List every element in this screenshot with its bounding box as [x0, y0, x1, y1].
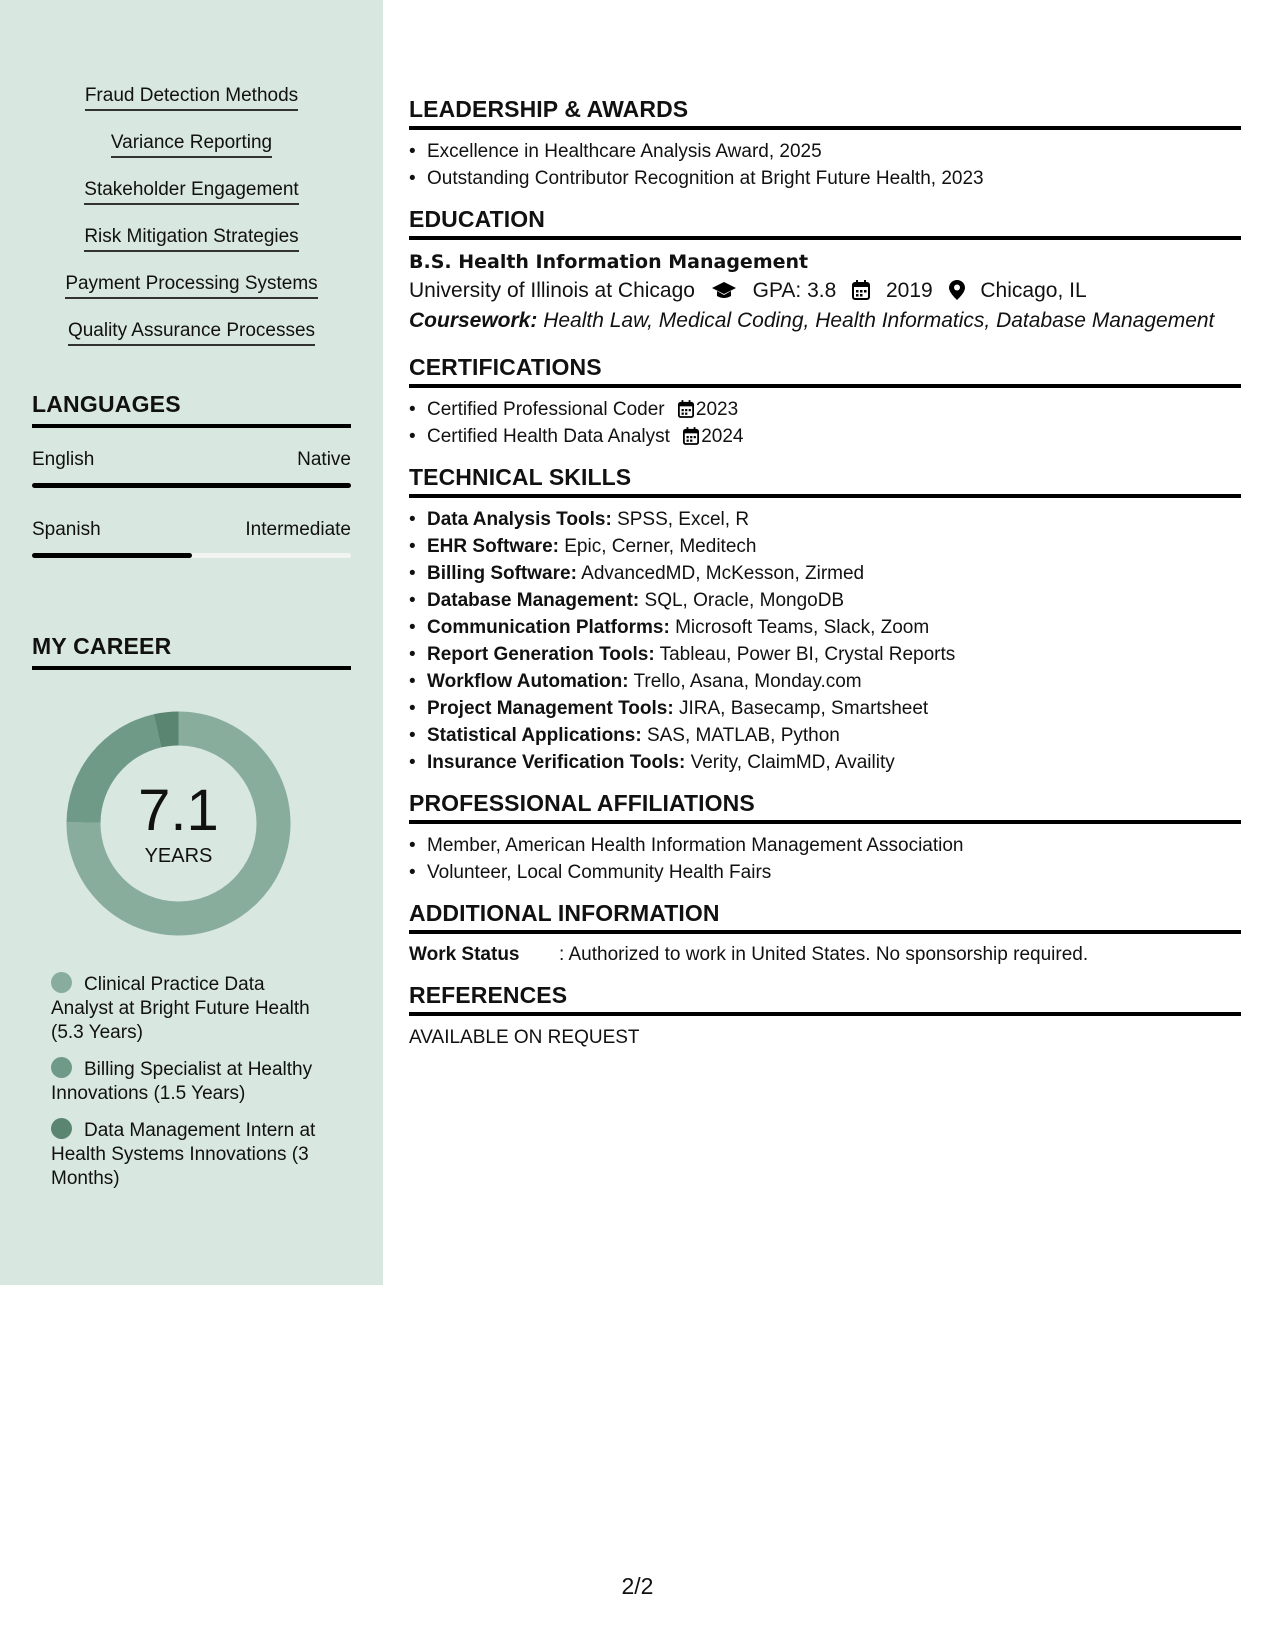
work-status — [409, 942, 1241, 968]
list-item: • Outstanding Contributor Recognition at Bright Future Health, 2023 — [409, 165, 1241, 192]
additional-info-heading: ADDITIONAL INFORMATION — [409, 900, 1241, 934]
affiliations-heading: PROFESSIONAL AFFILIATIONS — [409, 790, 1241, 824]
list-item — [409, 641, 1241, 668]
career-legend-item — [51, 1118, 321, 1191]
language-bar — [32, 553, 351, 558]
school: University of Illinois at Chicago — [409, 279, 695, 302]
skill-tag: Payment Processing Systems — [65, 272, 317, 299]
affiliations-list — [409, 832, 1241, 886]
coursework — [409, 306, 1241, 336]
language-name: Spanish — [32, 519, 101, 540]
list-item: • Member, American Health Information Management Association — [409, 832, 1241, 859]
graduation-year: 2019 — [885, 279, 933, 302]
coursework-label: Coursework: — [409, 309, 538, 332]
map-pin-icon — [949, 280, 965, 300]
list-item — [409, 423, 1241, 450]
skill-label: EHR Software: — [427, 536, 559, 557]
cert-name: Certified Professional Coder — [427, 399, 665, 420]
language-spanish — [32, 519, 351, 558]
location: Chicago, IL — [980, 279, 1087, 302]
legend-dot — [51, 1118, 72, 1139]
language-name: English — [32, 449, 95, 470]
gpa: GPA: 3.8 — [752, 279, 837, 302]
skill-value: Trello, Asana, Monday.com — [633, 671, 862, 692]
references-heading: REFERENCES — [409, 982, 1241, 1016]
language-bar-fill — [32, 553, 192, 558]
list-item — [409, 614, 1241, 641]
main-content — [409, 96, 1241, 1052]
work-status-value: : Authorized to work in United States. No sponsorship required. — [559, 944, 1089, 965]
list-item — [409, 668, 1241, 695]
skill-label: Report Generation Tools: — [427, 644, 655, 665]
language-level: Intermediate — [245, 519, 351, 540]
skill-value: SAS, MATLAB, Python — [646, 725, 840, 746]
technical-skills-heading: TECHNICAL SKILLS — [409, 464, 1241, 498]
career-heading: MY CAREER — [32, 633, 351, 670]
skill-tag: Risk Mitigation Strategies — [84, 225, 298, 252]
skill-tag: Stakeholder Engagement — [84, 178, 298, 205]
skill-label: Communication Platforms: — [427, 617, 670, 638]
career-total-years: 7.1 — [138, 778, 219, 843]
skills-list — [0, 84, 383, 366]
technical-skills-list — [409, 506, 1241, 776]
list-item: • Excellence in Healthcare Analysis Award, 2025 — [409, 138, 1241, 165]
calendar-icon — [678, 400, 694, 418]
work-status-label: Work Status — [409, 944, 520, 965]
skill-label: Workflow Automation: — [427, 671, 629, 692]
skill-value: JIRA, Basecamp, Smartsheet — [678, 698, 929, 719]
language-bar — [32, 483, 351, 488]
skill-value: Verity, ClaimMD, Availity — [690, 752, 895, 773]
legend-dot — [51, 1057, 72, 1078]
skill-tag: Quality Assurance Processes — [68, 319, 315, 346]
skill-value: Microsoft Teams, Slack, Zoom — [675, 617, 930, 638]
sidebar — [0, 0, 383, 1285]
cert-year: 2024 — [701, 426, 744, 447]
career-label: Data Management Intern at Health Systems Innovations (3 Months) — [51, 1120, 316, 1189]
degree: B.S. Health Information Management — [409, 251, 809, 273]
career-legend-item — [51, 972, 321, 1045]
references-text: AVAILABLE ON REQUEST — [409, 1027, 640, 1048]
coursework-list: Health Law, Medical Coding, Health Informatics, Database Management — [543, 309, 1215, 332]
graduation-cap-icon — [711, 280, 737, 300]
list-item — [409, 396, 1241, 423]
cert-name: Certified Health Data Analyst — [427, 426, 670, 447]
language-english — [32, 449, 351, 488]
skill-label: Statistical Applications: — [427, 725, 642, 746]
skill-value: SQL, Oracle, MongoDB — [644, 590, 845, 611]
skill-value: Epic, Cerner, Meditech — [564, 536, 757, 557]
language-bar-fill — [32, 483, 351, 488]
list-item — [409, 506, 1241, 533]
skill-label: Billing Software: — [427, 563, 577, 584]
calendar-icon — [852, 280, 870, 300]
career-label: Clinical Practice Data Analyst at Bright Future Health (5.3 Years) — [51, 974, 310, 1043]
leadership-list — [409, 138, 1241, 192]
skill-value: Tableau, Power BI, Crystal Reports — [659, 644, 956, 665]
education-details — [409, 276, 1241, 306]
cert-year: 2023 — [695, 399, 739, 420]
list-item — [409, 560, 1241, 587]
skill-value: AdvancedMD, McKesson, Zirmed — [581, 563, 865, 584]
skill-tag: Variance Reporting — [111, 131, 272, 158]
languages-heading: LANGUAGES — [32, 391, 351, 428]
calendar-icon — [683, 427, 699, 445]
page-number: 2/2 — [621, 1573, 654, 1599]
certifications-list — [409, 396, 1241, 450]
list-item — [409, 695, 1241, 722]
career-legend-item — [51, 1057, 321, 1106]
skill-label: Project Management Tools: — [427, 698, 674, 719]
leadership-heading: LEADERSHIP & AWARDS — [409, 96, 1241, 130]
education-heading: EDUCATION — [409, 206, 1241, 240]
skill-value: SPSS, Excel, R — [617, 509, 750, 530]
skill-label: Database Management: — [427, 590, 640, 611]
career-total-unit: YEARS — [144, 845, 213, 867]
skill-label: Insurance Verification Tools: — [427, 752, 686, 773]
list-item — [409, 722, 1241, 749]
list-item — [409, 749, 1241, 776]
skill-tag: Fraud Detection Methods — [85, 84, 298, 111]
list-item — [409, 533, 1241, 560]
career-label: Billing Specialist at Healthy Innovations (1.5 Years) — [51, 1059, 313, 1104]
list-item — [409, 587, 1241, 614]
certifications-heading: CERTIFICATIONS — [409, 354, 1241, 388]
list-item: • Volunteer, Local Community Health Fairs — [409, 859, 1241, 886]
language-level: Native — [297, 449, 351, 470]
skill-label: Data Analysis Tools: — [427, 509, 612, 530]
legend-dot — [51, 972, 72, 993]
career-legend — [51, 972, 321, 1203]
